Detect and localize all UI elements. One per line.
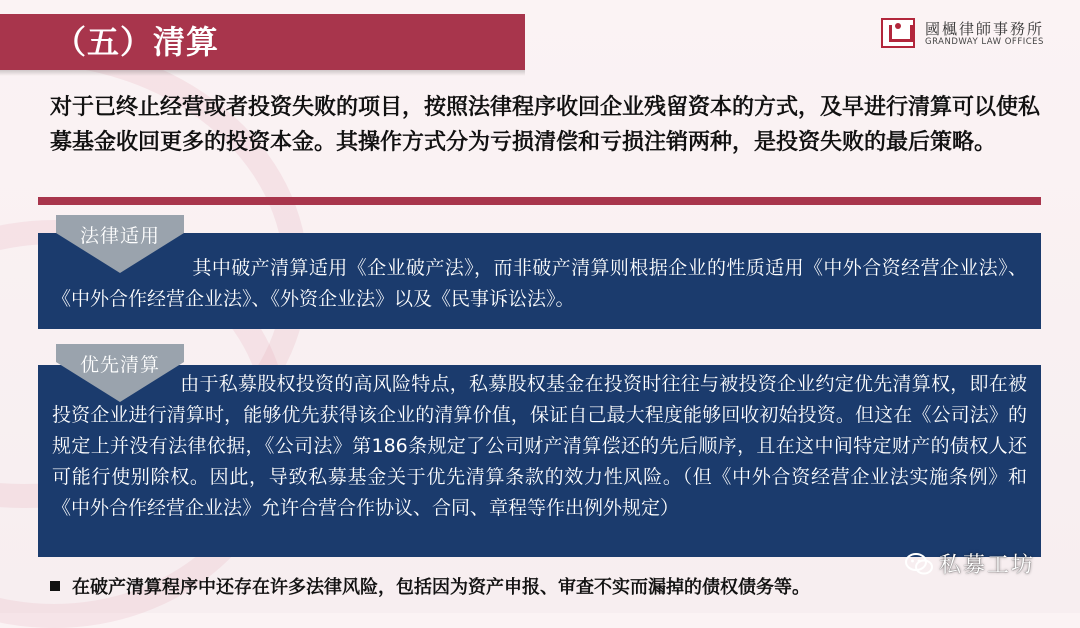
bullet-text: 在破产清算程序中还存在许多法律风险，包括因为资产申报、审查不实而漏掉的债权债务等。 — [72, 577, 810, 598]
title-shadow — [0, 70, 525, 76]
section-divider — [38, 197, 1041, 205]
wechat-icon — [905, 553, 933, 575]
square-bullet-icon — [50, 581, 60, 591]
law-firm-logo — [881, 18, 1063, 48]
section-text — [52, 253, 1027, 315]
title-bar — [0, 14, 525, 70]
watermark — [905, 551, 1035, 581]
section-text-content: 由于私募股权投资的高风险特点，私募股权基金在投资时往往与被投资企业约定优先清算权，即在被投资企业进行清算时，能够优先获得该企业的清算价值，保证自己最大程度能够回收初始投资。但这在《公司法》的规定上并没有法律依据，《公司法》第186条规定了公司财产清算偿还的先后顺序，且在这中间特定财产的债权人还可能行使别除权。因此，导致私募基金关于优先清算条款的效力性风险。（但《中外合资经营企业法实施条例》和《中外合作经营企业法》允许合营合作协议、合同、章程等作出例外规定） — [52, 373, 1027, 519]
logo-name-cn: 國楓律師事務所 — [925, 20, 1045, 38]
watermark-text: 私募工坊 — [939, 553, 1036, 578]
section-tag-label: 法律适用 — [79, 225, 160, 247]
logo-name-en: GRANDWAY LAW OFFICES — [925, 37, 1044, 47]
section-text-content: 其中破产清算适用《企业破产法》，而非破产清算则根据企业的性质适用《中外合资经营企业法》、《中外合作经营企业法》、《外资企业法》以及《民事诉讼法》。 — [52, 257, 1027, 310]
section-text — [52, 369, 1027, 524]
law-firm-logo-icon — [881, 18, 915, 48]
bullet-note — [50, 574, 1040, 602]
section-tag-priority — [56, 344, 196, 402]
section-tag-legal — [56, 215, 196, 273]
page-title: （五）清算 — [54, 23, 220, 61]
section-tag-label: 优先清算 — [79, 354, 160, 376]
intro-paragraph: 对于已终止经营或者投资失败的项目，按照法律程序收回企业残留资本的方式，及早进行清算可以使私募基金收回更多的投资本金。其操作方式分为亏损清偿和亏损注销两种，是投资失败的最后策略。 — [50, 95, 1041, 155]
